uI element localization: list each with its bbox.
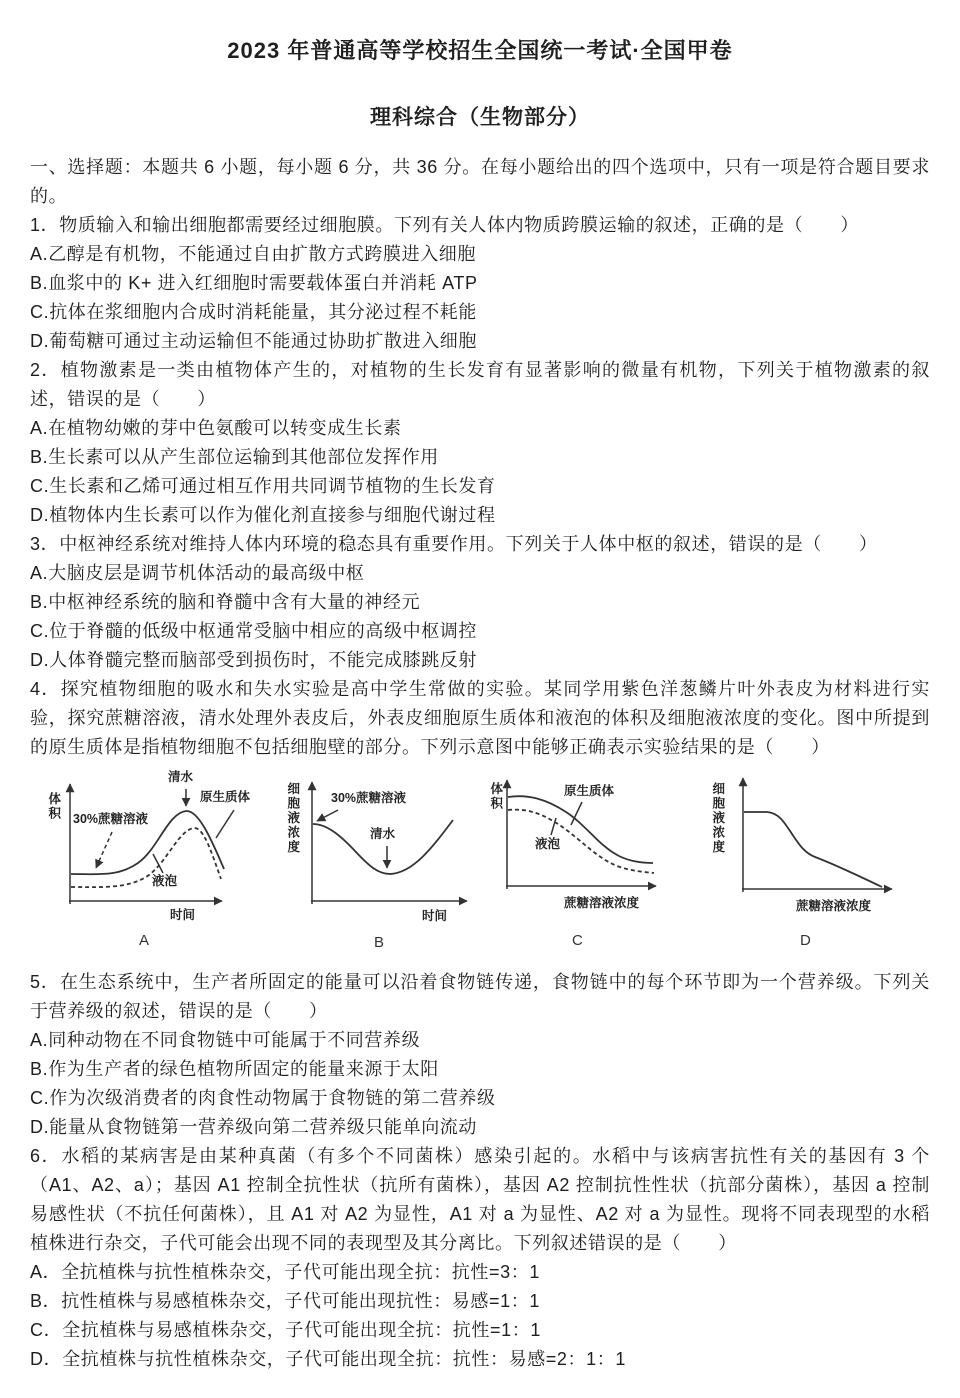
- figure-c-x-axis-label: 蔗糖溶液浓度: [564, 896, 640, 910]
- question-6-option-c: C．全抗植株与易感植株杂交，子代可能出现全抗：抗性=1：1: [30, 1320, 541, 1340]
- figure-b-annotation-water: 清水: [370, 827, 396, 841]
- question-3-option-b: B.中枢神经系统的脑和脊髓中含有大量的神经元: [30, 592, 421, 612]
- figure-b-sucrose-pointer: [317, 810, 338, 821]
- figure-a: [40, 766, 275, 962]
- figure-b-annotation-sucrose: 30%蔗糖溶液: [331, 791, 407, 805]
- figure-a-protoplast-pointer: [216, 810, 234, 838]
- figure-d-x-axis-label: 蔗糖溶液浓度: [796, 899, 872, 913]
- question-5-option-b: B.作为生产者的绿色植物所固定的能量来源于太阳: [30, 1059, 439, 1079]
- figure-c-series-label-vacuole: 液泡: [535, 837, 561, 851]
- figure-c: [480, 766, 685, 962]
- question-6-option-b: B．抗性植株与易感植株杂交，子代可能出现抗性：易感=1：1: [30, 1291, 540, 1311]
- question-2: [30, 356, 930, 530]
- question-5-option-a: A.同种动物在不同食物链中可能属于不同营养级: [30, 1030, 421, 1050]
- question-6: [30, 1142, 930, 1374]
- question-5-option-d: D.能量从食物链第一营养级向第二营养级只能单向流动: [30, 1117, 477, 1137]
- figure-c-letter: C: [572, 932, 583, 949]
- figure-c-vacuole-curve: [508, 810, 654, 873]
- figure-b-x-axis-label: 时间: [422, 909, 448, 923]
- figure-a-letter: A: [139, 932, 150, 949]
- figure-a-x-axis-label: 时间: [170, 908, 196, 922]
- figure-a-sucrose-pointer: [96, 832, 112, 868]
- question-5-option-c: C.作为次级消费者的肉食性动物属于食物链的第二营养级: [30, 1088, 496, 1108]
- figure-c-vacuole-pointer: [551, 818, 556, 835]
- figure-c-protoplast-pointer: [571, 802, 582, 825]
- figure-d-plot: [690, 766, 935, 962]
- question-3-option-c: C.位于脊髓的低级中枢通常受脑中相应的高级中枢调控: [30, 621, 477, 641]
- question-6-option-d: D．全抗植株与抗性植株杂交，子代可能出现全抗：抗性：易感=2：1：1: [30, 1349, 626, 1369]
- question-4-stem: 4．探究植物细胞的吸水和失水实验是高中学生常做的实验。某同学用紫色洋葱鳞片叶外表皮为材料进行实验，探究蔗糖溶液，清水处理外表皮后，外表皮细胞原生质体和液泡的体积及细胞液浓度的变化。图中所提到的原生质体是指植物细胞不包括细胞壁的部分。下列示意图中能够正确表示实验结果的是（ ）: [30, 679, 930, 757]
- figure-b-letter: B: [374, 934, 385, 951]
- figure-c-series-label-protoplast: 原生质体: [564, 784, 615, 798]
- question-1-option-a: A.乙醇是有机物，不能通过自由扩散方式跨膜进入细胞: [30, 244, 477, 264]
- question-2-option-d: D.植物体内生长素可以作为催化剂直接参与细胞代谢过程: [30, 505, 496, 525]
- figure-a-vacuole-curve: [71, 828, 221, 887]
- question-1: [30, 211, 930, 356]
- figure-d-concentration-curve: [744, 812, 882, 887]
- figure-a-series-label-vacuole: 液泡: [152, 874, 178, 888]
- question-2-option-a: A.在植物幼嫩的芽中色氨酸可以转变成生长素: [30, 418, 402, 438]
- figure-d-y-axis-label: 细胞液浓度: [710, 782, 725, 855]
- question-5: [30, 968, 930, 1142]
- page-title: 2023 年普通高等学校招生全国统一考试·全国甲卷: [227, 38, 733, 63]
- question-6-stem: 6．水稻的某病害是由某种真菌（有多个不同菌株）感染引起的。水稻中与该病害抗性有关的基因有 3 个（A1、A2、a）；基因 A1 控制全抗性状（抗所有菌株），基因 A2 控制抗性性状（抗部分菌株），基因 a 控制易感性状（不抗任何菌株），且 A1 对 A2 为显性，A1 对 a 为显性、A2 对 a 为显性。现将不同表现型的水稻植株进行杂交，子代可能会出现不同的表现型及其分离比。下列叙述错误的是（ ）: [30, 1146, 930, 1253]
- question-6-option-a: A．全抗植株与抗性植株杂交，子代可能出现全抗：抗性=3：1: [30, 1262, 540, 1282]
- question-2-stem: 2．植物激素是一类由植物体产生的，对植物的生长发育有显著影响的微量有机物，下列关于植物激素的叙述，错误的是（ ）: [30, 360, 930, 409]
- question-1-option-c: C.抗体在浆细胞内合成时消耗能量，其分泌过程不耗能: [30, 302, 477, 322]
- question-4: [30, 675, 930, 762]
- question-3: [30, 530, 930, 675]
- figure-c-y-axis-label: 体积: [488, 782, 503, 811]
- figure-d-letter: D: [800, 932, 811, 949]
- question-1-option-d: D.葡萄糖可通过主动运输但不能通过协助扩散进入细胞: [30, 331, 477, 351]
- question-1-stem: 1．物质输入和输出细胞都需要经过细胞膜。下列有关人体内物质跨膜运输的叙述，正确的是（ ）: [30, 215, 860, 235]
- question-2-option-c: C.生长素和乙烯可通过相互作用共同调节植物的生长发育: [30, 476, 496, 496]
- page-subtitle: 理科综合（生物部分）: [370, 106, 590, 129]
- figure-a-annotation-water: 清水: [168, 770, 194, 784]
- question-4-figure-row: [30, 766, 930, 962]
- figure-b: [285, 766, 480, 962]
- question-3-option-a: A.大脑皮层是调节机体活动的最高级中枢: [30, 563, 365, 583]
- figure-a-annotation-sucrose: 30%蔗糖溶液: [73, 812, 149, 826]
- figure-a-y-axis-label: 体积: [46, 792, 61, 821]
- question-1-option-b: B.血浆中的 K+ 进入红细胞时需要载体蛋白并消耗 ATP: [30, 273, 478, 293]
- figure-b-y-axis-label: 细胞液浓度: [285, 782, 300, 855]
- question-5-stem: 5．在生态系统中，生产者所固定的能量可以沿着食物链传递，食物链中的每个环节即为一个营养级。下列关于营养级的叙述，错误的是（ ）: [30, 972, 930, 1021]
- section-intro: 一、选择题：本题共 6 小题，每小题 6 分，共 36 分。在每小题给出的四个选项中，只有一项是符合题目要求的。: [30, 157, 930, 206]
- figure-a-series-label-protoplast: 原生质体: [200, 790, 251, 804]
- question-3-stem: 3．中枢神经系统对维持人体内环境的稳态具有重要作用。下列关于人体中枢的叙述，错误的是（ ）: [30, 534, 878, 554]
- question-3-option-d: D.人体脊髓完整而脑部受到损伤时，不能完成膝跳反射: [30, 650, 477, 670]
- question-2-option-b: B.生长素可以从产生部位运输到其他部位发挥作用: [30, 447, 439, 467]
- figure-d: [690, 766, 935, 962]
